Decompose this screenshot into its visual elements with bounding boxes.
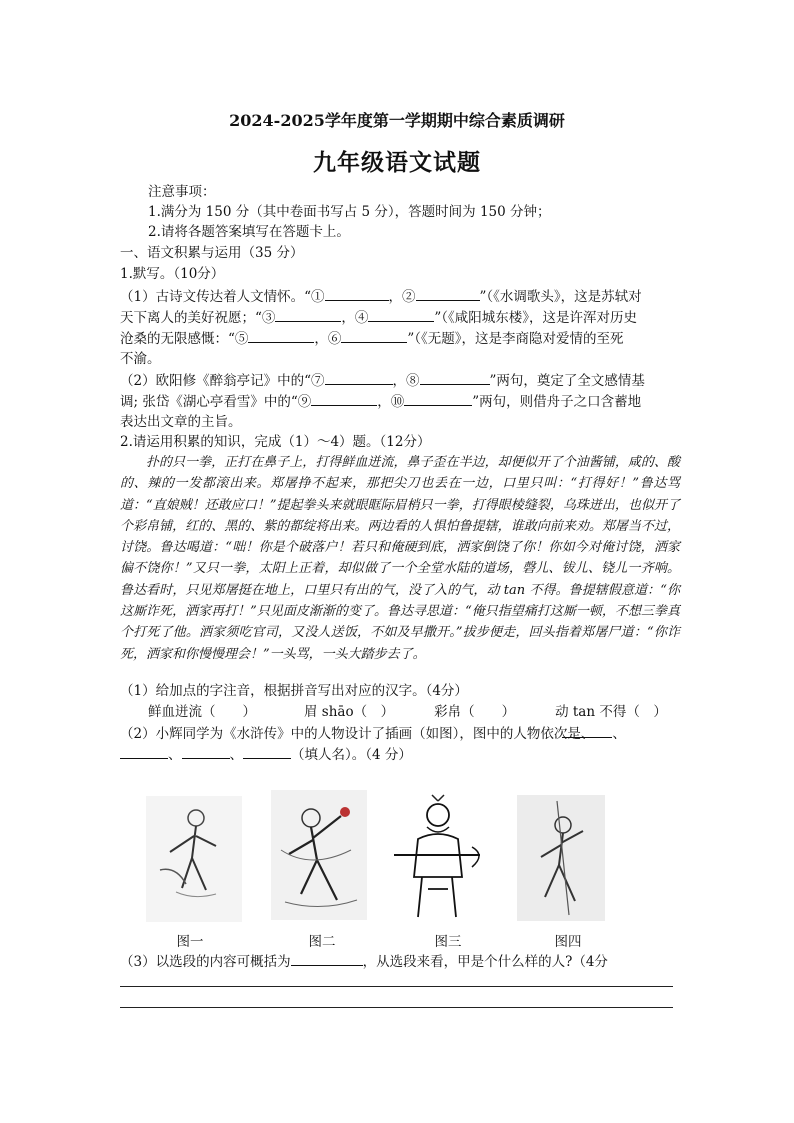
illustration-4: [517, 795, 605, 921]
section-heading: 一、语文积累与运用（35 分）: [120, 245, 304, 261]
q1-part1-line4: 不渝。: [120, 351, 161, 367]
pinyin-item: 眉 shāo（ ）: [304, 704, 395, 720]
answer-blank: [404, 391, 472, 406]
notice-item-2: 2.请将各题答案填写在答题卡上。: [148, 224, 350, 240]
illustration-1: [146, 796, 242, 922]
q2-sub2-line1: （2）小辉同学为《水浒传》中的人物设计了插画（如图），图中的人物依次是、 、: [120, 723, 626, 744]
answer-blank: [275, 307, 341, 322]
caption-4: 图四: [554, 934, 582, 950]
pinyin-item: 鲜血迸流（ ）: [148, 704, 256, 720]
caption-3: 图三: [434, 934, 462, 950]
warrior-sketch-icon: [271, 790, 367, 920]
answer-line: [120, 986, 673, 987]
answer-blank: [311, 391, 377, 406]
pinyin-item: 彩帛（ ）: [434, 704, 516, 720]
q1-part1-line1: （1）古诗文传达着人文情怀。“① ，② ”（《水调歌头》，这是苏轼对: [120, 286, 642, 307]
answer-blank: [291, 951, 363, 966]
notice-item-1: 1.满分为 150 分（其中卷面书写占 5 分），答题时间为 150 分钟；: [148, 204, 551, 220]
answer-blank: [182, 744, 230, 759]
answer-blank: [416, 286, 480, 301]
answer-blank: [325, 286, 389, 301]
caption-2: 图二: [308, 934, 336, 950]
q1-part1-line3: 沧桑的无限感慨：“⑤ ，⑥ ”（《无题》，这是李商隐对爱情的至死: [120, 328, 624, 349]
answer-blank: [325, 370, 393, 385]
q2-sub3: （3）以选段的内容可概括为 ，从选段来看，甲是个什么样的人?（4分: [120, 951, 608, 972]
exam-title: 九年级语文试题: [313, 149, 481, 176]
q2-sub1: （1）给加点的字注音，根据拼音写出对应的汉字。（4分）: [120, 683, 468, 699]
answer-line: [120, 1007, 673, 1008]
warrior-sketch-icon: [517, 795, 605, 921]
q1-part1-line2: 天下离人的美好祝愿；“③ ，④ ”（《咸阳城东楼》，这是许浑对历史: [120, 307, 637, 328]
question-2-title: 2.请运用积累的知识，完成（1）～4）题。（12分）: [120, 434, 431, 450]
warrior-sketch-icon: [388, 793, 488, 923]
q2-sub2-line2: 、 、 （填人名）。（4 分）: [120, 744, 412, 765]
warrior-sketch-icon: [146, 796, 242, 922]
answer-blank: [120, 744, 168, 759]
illustration-2: [271, 790, 367, 920]
pinyin-item: 动 tan 不得（ ）: [555, 704, 667, 720]
question-1-title: 1.默写。（10分）: [120, 266, 225, 282]
notice-heading: 注意事项：: [148, 184, 216, 200]
answer-blank: [341, 328, 407, 343]
q2-sub1-items: [148, 702, 667, 722]
caption-1: 图一: [176, 934, 204, 950]
q1-part2-line2: 调; 张岱《湖心亭看雪》中的“⑨ ，⑩ ”两句，则借舟子之口含蓄地: [120, 391, 641, 412]
reading-passage: [120, 452, 680, 665]
q1-part2-line3: 表达出文章的主旨。: [120, 414, 242, 430]
answer-blank: [248, 328, 314, 343]
answer-blank: [243, 744, 291, 759]
answer-blank: [420, 370, 490, 385]
answer-blank: [368, 307, 434, 322]
exam-subtitle: 2024-2025学年度第一学期期中综合素质调研: [229, 111, 565, 130]
answer-blank: [562, 723, 612, 738]
q1-part2-line1: （2）欧阳修《醉翁亭记》中的“⑦ ，⑧ ”两句，奠定了全文感情基: [120, 370, 645, 391]
illustration-3: [388, 793, 488, 923]
passage-text: 扑的只一拳，正打在鼻子上，打得鲜血迸流，鼻子歪在半边，却便似开了个油酱铺，咸的、酸的、辣的一发都滚出来。郑屠挣不起来，那把尖刀也丢在一边，口里只叫：“打得好！”鲁达骂道：“直娘贼！还敢应口！”提起拳头来就眼眶际眉梢只一拳，打得眼棱缝裂，乌珠迸出，也似开了个彩帛铺，红的、黑的、紫的都绽将出来。两边看的人惧怕鲁提辖，谁敢向前来劝。郑屠当不过，讨饶。鲁达喝道：“咄！你是个破落户！若只和俺硬到底，洒家倒饶了你！你如今对俺讨饶，洒家偏不饶你！”又只一拳，太阳上正着，却似做了一个全堂水陆的道场，磬儿、钹儿、铙儿一齐响。鲁达看时，只见郑屠挺在地上，口里只有出的气，没了入的气，动 tan 不得。鲁提辖假意道：“你这厮诈死，洒家再打！”只见面皮渐渐的变了。鲁达寻思道：“俺只指望痛打这厮一顿，不想三拳真个打死了他。洒家须吃官司，又没人送饭，不如及早撒开。”拔步便走，回头指着郑屠尸道：“你诈死，洒家和你慢慢理会！”一头骂，一头大踏步去了。: [120, 455, 680, 662]
